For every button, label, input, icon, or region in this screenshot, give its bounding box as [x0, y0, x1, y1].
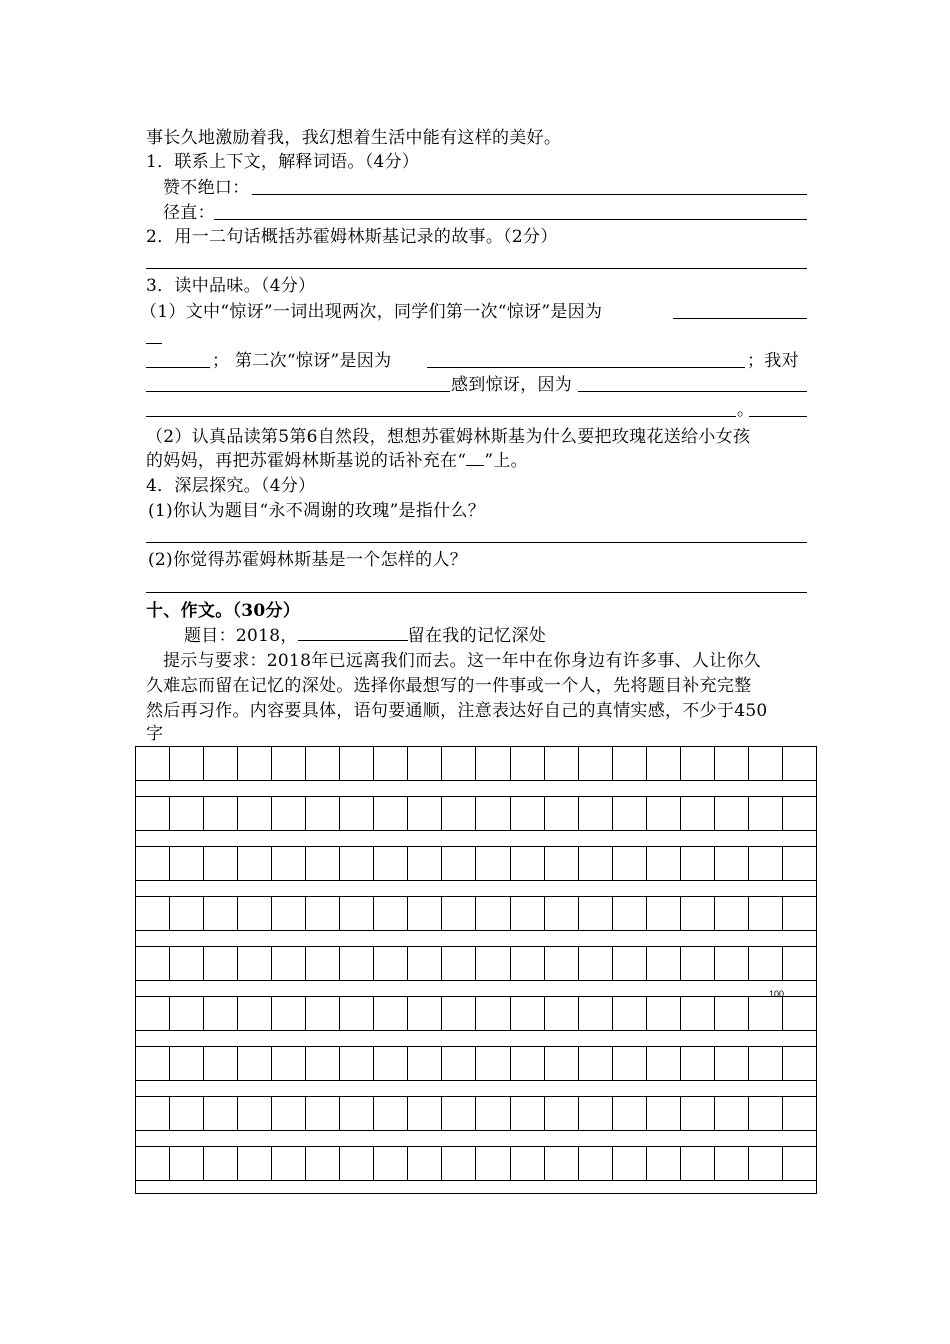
- word-count-marker: 100: [769, 989, 785, 999]
- grid-cell[interactable]: [238, 847, 272, 880]
- grid-row-gap: [135, 781, 817, 796]
- grid-cell[interactable]: [749, 997, 783, 1030]
- grid-cell[interactable]: [579, 747, 613, 780]
- grid-cell[interactable]: [647, 747, 681, 780]
- grid-row-gap: [135, 1131, 817, 1146]
- grid-cell[interactable]: [374, 1097, 408, 1130]
- grid-cell[interactable]: [136, 847, 170, 880]
- q4-sub1: (1)你认为题目“永不凋谢的玫瑰”是指什么？: [148, 501, 486, 521]
- grid-row-gap: [135, 931, 817, 946]
- grid-cell[interactable]: [545, 797, 579, 830]
- grid-cell[interactable]: [408, 1047, 442, 1080]
- grid-cell[interactable]: [136, 747, 170, 780]
- q3-answer-blank-1[interactable]: [673, 318, 807, 319]
- grid-cell[interactable]: [238, 897, 272, 930]
- grid-cell[interactable]: [681, 1047, 715, 1080]
- grid-cell[interactable]: [272, 797, 306, 830]
- grid-row: [135, 846, 817, 881]
- grid-cell[interactable]: [783, 747, 816, 780]
- grid-cell[interactable]: [238, 1147, 272, 1180]
- q4-sub2-answer-line[interactable]: [146, 592, 807, 593]
- grid-cell[interactable]: [715, 1047, 749, 1080]
- grid-cell[interactable]: [613, 797, 647, 830]
- q3-answer-blank-1-end[interactable]: [146, 367, 210, 368]
- grid-cell[interactable]: [579, 847, 613, 880]
- grid-cell[interactable]: [613, 897, 647, 930]
- grid-cell[interactable]: [340, 897, 374, 930]
- grid-cell[interactable]: [272, 747, 306, 780]
- grid-cell[interactable]: [306, 847, 340, 880]
- grid-cell[interactable]: [442, 897, 476, 930]
- grid-cell[interactable]: [204, 1047, 238, 1080]
- grid-cell[interactable]: [511, 1047, 545, 1080]
- essay-req-line4: 字: [146, 724, 164, 744]
- grid-cell[interactable]: [476, 997, 510, 1030]
- grid-cell[interactable]: [783, 847, 816, 880]
- grid-cell[interactable]: [340, 847, 374, 880]
- grid-cell[interactable]: [681, 897, 715, 930]
- writing-grid[interactable]: [135, 746, 817, 1194]
- grid-cell[interactable]: [204, 997, 238, 1030]
- grid-cell[interactable]: [681, 1097, 715, 1130]
- grid-cell[interactable]: [476, 847, 510, 880]
- grid-row: [135, 946, 817, 981]
- grid-cell[interactable]: [340, 1097, 374, 1130]
- grid-cell[interactable]: [681, 797, 715, 830]
- grid-cell[interactable]: [408, 747, 442, 780]
- grid-cell[interactable]: [238, 747, 272, 780]
- grid-row-gap: [135, 831, 817, 846]
- grid-cell[interactable]: [715, 747, 749, 780]
- essay-req-line2: 久难忘而留在记忆的深处。选择你最想写的一件事或一个人，先将题目补充完整: [146, 676, 752, 696]
- essay-heading: 十、作文。（30分）: [146, 601, 301, 621]
- q1-word1-label: 赞不绝口：: [163, 178, 250, 198]
- grid-cell[interactable]: [272, 947, 306, 980]
- q3-p1-end: 。: [737, 400, 755, 420]
- grid-row-gap: [135, 1181, 817, 1194]
- grid-row: [135, 996, 817, 1031]
- grid-cell[interactable]: [783, 947, 816, 980]
- grid-cell[interactable]: [204, 897, 238, 930]
- grid-cell[interactable]: [647, 797, 681, 830]
- grid-cell[interactable]: [340, 1147, 374, 1180]
- grid-cell[interactable]: [476, 1097, 510, 1130]
- grid-cell[interactable]: [238, 997, 272, 1030]
- grid-cell[interactable]: [579, 1147, 613, 1180]
- q1-word1-answer-line[interactable]: [252, 194, 807, 195]
- grid-cell[interactable]: [613, 747, 647, 780]
- grid-cell[interactable]: [476, 747, 510, 780]
- grid-cell[interactable]: [545, 1147, 579, 1180]
- grid-cell[interactable]: [749, 947, 783, 980]
- grid-cell[interactable]: [442, 1147, 476, 1180]
- q1-word2-label: 径直：: [163, 203, 215, 223]
- grid-cell[interactable]: [170, 997, 204, 1030]
- grid-cell[interactable]: [340, 797, 374, 830]
- grid-cell[interactable]: [204, 747, 238, 780]
- grid-cell[interactable]: [136, 1047, 170, 1080]
- grid-cell[interactable]: [715, 1147, 749, 1180]
- q3-answer-blank-2[interactable]: [427, 367, 745, 368]
- essay-req-line3: 然后再习作。内容要具体，语句要通顺，注意表达好自己的真情实感，不少于450: [146, 701, 768, 721]
- grid-cell[interactable]: [340, 947, 374, 980]
- grid-cell[interactable]: [647, 947, 681, 980]
- q3-answer-blank-3[interactable]: [146, 391, 450, 392]
- grid-row-gap: [135, 1031, 817, 1046]
- grid-cell[interactable]: [306, 747, 340, 780]
- q1-word2-answer-line[interactable]: [214, 219, 807, 220]
- grid-cell[interactable]: [170, 797, 204, 830]
- q3-p2-text-a: 的妈妈，再把苏霍姆林斯基说的话补充在“: [146, 451, 467, 471]
- grid-cell[interactable]: [170, 1047, 204, 1080]
- grid-cell[interactable]: [749, 1097, 783, 1130]
- grid-cell[interactable]: [579, 1047, 613, 1080]
- grid-cell[interactable]: [511, 797, 545, 830]
- q3-answer-blank-4[interactable]: [578, 391, 807, 392]
- grid-cell[interactable]: [647, 997, 681, 1030]
- grid-cell[interactable]: [204, 947, 238, 980]
- q3-p1-text-c: ；我对: [747, 351, 799, 371]
- grid-cell[interactable]: [613, 1097, 647, 1130]
- grid-cell[interactable]: [340, 997, 374, 1030]
- grid-cell[interactable]: [408, 997, 442, 1030]
- grid-cell[interactable]: [476, 1147, 510, 1180]
- grid-row-gap: [135, 981, 817, 996]
- grid-cell[interactable]: [783, 1097, 816, 1130]
- grid-cell[interactable]: [136, 797, 170, 830]
- grid-cell[interactable]: [408, 1097, 442, 1130]
- grid-cell[interactable]: [374, 1047, 408, 1080]
- grid-cell[interactable]: [613, 1147, 647, 1180]
- grid-cell[interactable]: [170, 1097, 204, 1130]
- grid-cell[interactable]: [374, 997, 408, 1030]
- grid-cell[interactable]: [511, 847, 545, 880]
- grid-cell[interactable]: [374, 1147, 408, 1180]
- q4-sub2: (2)你觉得苏霍姆林斯基是一个怎样的人？: [148, 550, 468, 570]
- grid-cell[interactable]: [647, 1147, 681, 1180]
- grid-cell[interactable]: [272, 997, 306, 1030]
- grid-cell[interactable]: [749, 847, 783, 880]
- grid-cell[interactable]: [408, 897, 442, 930]
- grid-cell[interactable]: [783, 1147, 816, 1180]
- grid-cell[interactable]: [545, 1047, 579, 1080]
- q2-answer-line[interactable]: [146, 268, 807, 269]
- grid-cell[interactable]: [374, 947, 408, 980]
- grid-cell[interactable]: [783, 1047, 816, 1080]
- grid-cell[interactable]: [442, 747, 476, 780]
- grid-cell[interactable]: [442, 1047, 476, 1080]
- q3-p2-text-b: ”上。: [484, 451, 528, 471]
- q3-p1-text-d: 感到惊讶，因为: [451, 375, 573, 395]
- grid-cell[interactable]: [511, 947, 545, 980]
- grid-cell[interactable]: [340, 1047, 374, 1080]
- grid-cell[interactable]: [136, 997, 170, 1030]
- grid-cell[interactable]: [408, 847, 442, 880]
- grid-cell[interactable]: [238, 797, 272, 830]
- grid-cell[interactable]: [715, 997, 749, 1030]
- grid-cell[interactable]: [579, 1097, 613, 1130]
- grid-cell[interactable]: [511, 897, 545, 930]
- grid-cell[interactable]: [442, 1097, 476, 1130]
- grid-cell[interactable]: [647, 1047, 681, 1080]
- q4-stem: 4．深层探究。（4分）: [146, 476, 316, 496]
- essay-title-prefix: 题目：2018，: [184, 626, 298, 646]
- grid-cell[interactable]: [408, 1147, 442, 1180]
- grid-cell[interactable]: [136, 947, 170, 980]
- grid-cell[interactable]: [511, 747, 545, 780]
- grid-cell[interactable]: [306, 947, 340, 980]
- grid-cell[interactable]: [715, 1097, 749, 1130]
- grid-cell[interactable]: [374, 847, 408, 880]
- grid-cell[interactable]: [272, 1097, 306, 1130]
- grid-cell[interactable]: [715, 897, 749, 930]
- q3-answer-blank-5[interactable]: [146, 416, 736, 417]
- grid-cell[interactable]: [442, 947, 476, 980]
- q3-p1-text-a: （1）文中“惊讶”一词出现两次，同学们第一次“惊讶”是因为: [140, 302, 603, 322]
- grid-cell[interactable]: [545, 947, 579, 980]
- grid-cell[interactable]: [613, 947, 647, 980]
- grid-cell[interactable]: [408, 797, 442, 830]
- grid-cell[interactable]: [579, 947, 613, 980]
- grid-cell[interactable]: [204, 847, 238, 880]
- q3-p1-line1: [140, 300, 800, 324]
- grid-cell[interactable]: [647, 1097, 681, 1130]
- essay-title-suffix: 留在我的记忆深处: [407, 626, 547, 646]
- grid-cell[interactable]: [306, 1047, 340, 1080]
- grid-cell[interactable]: [374, 797, 408, 830]
- grid-row: [135, 896, 817, 931]
- q3-p1-text-b: ； 第二次“惊讶”是因为: [212, 351, 392, 371]
- grid-cell[interactable]: [579, 997, 613, 1030]
- essay-title-blank[interactable]: [298, 624, 408, 641]
- grid-cell[interactable]: [545, 997, 579, 1030]
- q3-answer-blank-1-cont[interactable]: [146, 343, 162, 344]
- grid-cell[interactable]: [204, 797, 238, 830]
- grid-cell[interactable]: [204, 1097, 238, 1130]
- grid-cell[interactable]: [681, 847, 715, 880]
- grid-cell[interactable]: [476, 947, 510, 980]
- essay-title-line: [184, 624, 844, 648]
- q4-sub1-answer-line[interactable]: [146, 542, 807, 543]
- grid-cell[interactable]: [681, 997, 715, 1030]
- grid-cell[interactable]: [545, 1097, 579, 1130]
- q1-stem: 1．联系上下文，解释词语。（4分）: [146, 152, 420, 172]
- grid-cell[interactable]: [749, 897, 783, 930]
- grid-cell[interactable]: [511, 1097, 545, 1130]
- grid-cell[interactable]: [613, 997, 647, 1030]
- grid-cell[interactable]: [306, 797, 340, 830]
- grid-row-gap: [135, 881, 817, 896]
- grid-cell[interactable]: [545, 747, 579, 780]
- grid-cell[interactable]: [476, 897, 510, 930]
- grid-cell[interactable]: [238, 1097, 272, 1130]
- grid-cell[interactable]: [238, 947, 272, 980]
- grid-cell[interactable]: [579, 797, 613, 830]
- grid-cell[interactable]: [374, 747, 408, 780]
- q3-p2-blank[interactable]: [466, 449, 484, 466]
- grid-cell[interactable]: [783, 897, 816, 930]
- grid-row: [135, 746, 817, 781]
- grid-cell[interactable]: [272, 1147, 306, 1180]
- grid-cell[interactable]: [511, 1147, 545, 1180]
- grid-cell[interactable]: [170, 847, 204, 880]
- grid-cell[interactable]: [170, 897, 204, 930]
- q3-p2-line1: （2）认真品读第5第6自然段，想想苏霍姆林斯基为什么要把玫瑰花送给小女孩: [146, 427, 751, 447]
- grid-cell[interactable]: [136, 897, 170, 930]
- grid-cell[interactable]: [442, 997, 476, 1030]
- grid-cell[interactable]: [306, 1097, 340, 1130]
- grid-cell[interactable]: [681, 947, 715, 980]
- grid-row: [135, 1146, 817, 1181]
- grid-cell[interactable]: [306, 997, 340, 1030]
- grid-cell[interactable]: [476, 797, 510, 830]
- grid-cell[interactable]: [272, 847, 306, 880]
- grid-cell[interactable]: [442, 847, 476, 880]
- grid-cell[interactable]: [715, 797, 749, 830]
- grid-cell[interactable]: [783, 797, 816, 830]
- grid-cell[interactable]: [136, 1147, 170, 1180]
- grid-cell[interactable]: [749, 747, 783, 780]
- grid-cell[interactable]: [204, 1147, 238, 1180]
- grid-cell[interactable]: [170, 747, 204, 780]
- grid-cell[interactable]: [306, 1147, 340, 1180]
- grid-cell[interactable]: [579, 897, 613, 930]
- grid-cell[interactable]: [545, 847, 579, 880]
- grid-cell[interactable]: [511, 997, 545, 1030]
- grid-row: [135, 1096, 817, 1131]
- grid-cell[interactable]: [170, 947, 204, 980]
- grid-cell[interactable]: [715, 847, 749, 880]
- grid-cell[interactable]: [681, 747, 715, 780]
- grid-cell[interactable]: [408, 947, 442, 980]
- q3-stem: 3．读中品味。（4分）: [146, 276, 316, 296]
- grid-cell[interactable]: [442, 797, 476, 830]
- passage-tail: 事长久地激励着我，我幻想着生活中能有这样的美好。: [146, 128, 562, 148]
- q3-p2-line2: [146, 449, 806, 473]
- grid-cell[interactable]: [613, 1047, 647, 1080]
- grid-cell[interactable]: [476, 1047, 510, 1080]
- grid-cell[interactable]: [272, 1047, 306, 1080]
- grid-cell[interactable]: [749, 1147, 783, 1180]
- grid-cell[interactable]: [545, 897, 579, 930]
- grid-cell[interactable]: [613, 847, 647, 880]
- grid-cell[interactable]: [340, 747, 374, 780]
- grid-cell[interactable]: [749, 797, 783, 830]
- grid-cell[interactable]: [136, 1097, 170, 1130]
- q3-answer-blank-6[interactable]: [749, 416, 807, 417]
- grid-cell[interactable]: [715, 947, 749, 980]
- grid-cell[interactable]: [647, 847, 681, 880]
- grid-cell[interactable]: [170, 1147, 204, 1180]
- grid-cell[interactable]: [374, 897, 408, 930]
- grid-cell[interactable]: [783, 997, 816, 1030]
- grid-cell[interactable]: [749, 1047, 783, 1080]
- grid-cell[interactable]: [647, 897, 681, 930]
- grid-cell[interactable]: [238, 1047, 272, 1080]
- grid-row: [135, 1046, 817, 1081]
- grid-row: [135, 796, 817, 831]
- grid-cell[interactable]: [272, 897, 306, 930]
- grid-cell[interactable]: [681, 1147, 715, 1180]
- grid-row-gap: [135, 1081, 817, 1096]
- grid-cell[interactable]: [306, 897, 340, 930]
- q2-stem: 2．用一二句话概括苏霍姆林斯基记录的故事。（2分）: [146, 227, 558, 247]
- essay-req-line1: 提示与要求：2018年已远离我们而去。这一年中在你身边有许多事、人让你久: [163, 651, 762, 671]
